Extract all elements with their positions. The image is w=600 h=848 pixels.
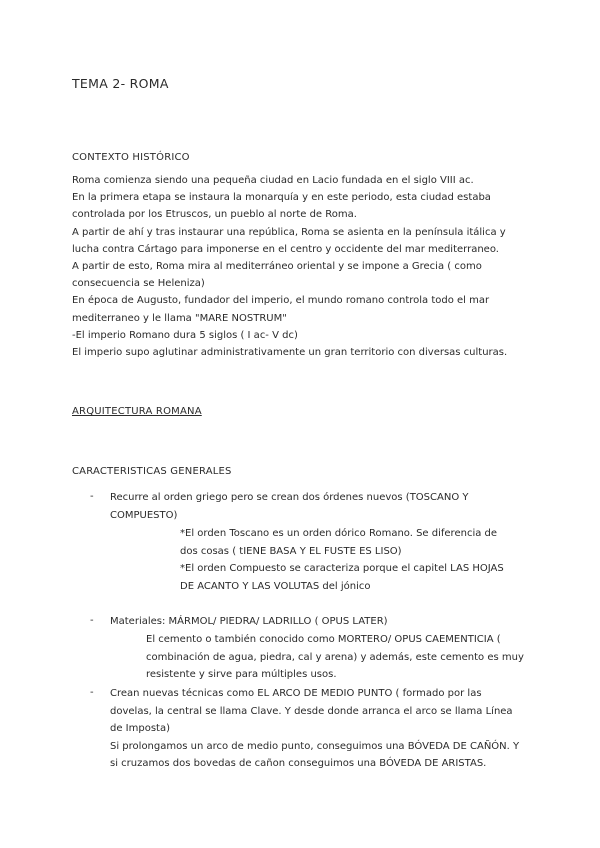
text-line: Materiales: MÁRMOL/ PIEDRA/ LADRILLO ( OPUS LATER) [110, 616, 388, 627]
text-line: si cruzamos dos bovedas de cañon conseguimos una BÓVEDA DE ARISTAS. [110, 758, 487, 769]
ordenes-sub-notes [180, 525, 504, 595]
text-line: A partir de ahí y tras instaurar una república, Roma se asienta en la península itálica y [72, 226, 506, 238]
list-bullet-dash: - [90, 491, 94, 502]
text-line: DE ACANTO Y LAS VOLUTAS del jónico [180, 580, 371, 592]
text-line: -El imperio Romano dura 5 siglos ( I ac- V dc) [72, 329, 298, 341]
text-line: *El orden Compuesto se caracteriza porque el capitel LAS HOJAS [180, 563, 504, 574]
text-line: resistente y sirve para múltiples usos. [146, 669, 337, 680]
text-line: Crean nuevas técnicas como EL ARCO DE MEDIO PUNTO ( formado por las [110, 688, 482, 699]
document-title: TEMA 2- ROMA [72, 76, 169, 91]
text-line: El cemento o también conocido como MORTERO/ OPUS CAEMENTICIA ( [146, 634, 501, 645]
section-heading-contexto: CONTEXTO HISTÓRICO [72, 152, 190, 163]
materiales-sub-notes [146, 631, 524, 684]
text-line: mediterraneo y le llama "MARE NOSTRUM" [72, 312, 287, 324]
text-line: En época de Augusto, fundador del imperio, el mundo romano controla todo el mar [72, 295, 490, 307]
text-line: COMPUESTO) [110, 509, 178, 521]
contexto-paragraph [72, 172, 532, 361]
text-line: El imperio supo aglutinar administrativamente un gran territorio con diversas culturas. [72, 347, 508, 359]
text-line: Roma comienza siendo una pequeña ciudad en Lacio fundada en el siglo VIII ac. [72, 175, 474, 186]
text-line: dovelas, la central se llama Clave. Y desde donde arranca el arco se llama Línea [110, 705, 513, 717]
text-line: A partir de esto, Roma mira al mediterráneo oriental y se impone a Grecia ( como [72, 261, 482, 273]
text-line: lucha contra Cártago para imponerse en el centro y occidente del mar mediterraneo. [72, 243, 499, 255]
list-bullet-dash: - [90, 615, 94, 626]
section-heading-caracteristicas: CARACTERISTICAS GENERALES [72, 466, 232, 477]
list-item-ordenes [110, 489, 468, 524]
text-line: En la primera etapa se instaura la monarquía y en este periodo, esta ciudad estaba [72, 192, 491, 204]
text-line: consecuencia se Heleniza) [72, 278, 205, 290]
list-item-tecnicas [110, 685, 519, 773]
list-item-materiales [110, 613, 388, 631]
text-line: dos cosas ( tIENE BASA Y EL FUSTE ES LISO) [180, 545, 402, 557]
section-heading-arquitectura: ARQUITECTURA ROMANA [72, 406, 202, 417]
text-line: de Imposta) [110, 723, 170, 734]
text-line: Si prolongamos un arco de medio punto, conseguimos una BÓVEDA DE CAÑÓN. Y [110, 740, 520, 752]
text-line: combinación de agua, piedra, cal y arena) y además, este cemento es muy [146, 651, 524, 663]
text-line: *El orden Toscano es un orden dórico Romano. Se diferencia de [180, 528, 498, 539]
text-line: controlada por los Etruscos, un pueblo al norte de Roma. [72, 209, 357, 221]
list-bullet-dash: - [90, 687, 94, 698]
text-line: Recurre al orden griego pero se crean dos órdenes nuevos (TOSCANO Y [110, 492, 469, 503]
